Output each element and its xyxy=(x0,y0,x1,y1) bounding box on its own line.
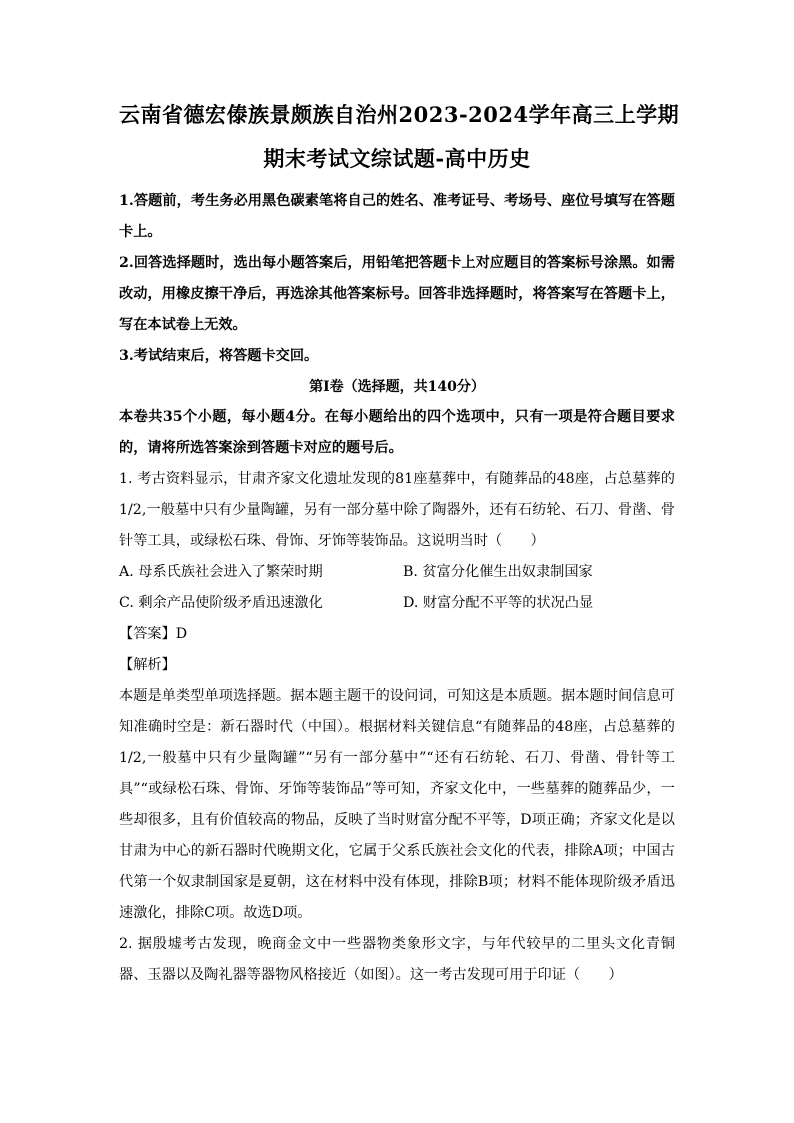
title-line-2: 期末考试文综试题-高中历史 xyxy=(263,146,531,171)
question-2-stem: 2. 据殷墟考古发现，晚商金文中一些器物类象形文字，与年代较早的二里头文化青铜器、玉器以及陶礼器等器物风格接近（如图）。这一考古发现可用于印证（ ） xyxy=(119,936,675,983)
question-1-stem: 1. 考古资料显示，甘肃齐家文化遗址发现的81座墓葬中，有随葬品的48座，占总墓葬的1/2,一般墓中只有少量陶罐，另有一部分墓中除了陶器外，还有石纺轮、石刀、骨凿、骨针等工具，或绿松石珠、骨饰、牙饰等装饰品。这说明当时（ ） xyxy=(119,471,675,549)
instruction-3: 3.考试结束后，将答题卡交回。 xyxy=(119,348,319,364)
option-c: C. 剩余产品使阶级矛盾迅速激化 xyxy=(119,595,323,611)
document-title xyxy=(119,96,680,178)
option-d: D. 财富分配不平等的状况凸显 xyxy=(403,595,594,611)
answer-line: 【答案】D xyxy=(119,626,188,642)
instruction-2: 2.回答选择题时，选出每小题答案后，用铅笔把答题卡上对应题目的答案标号涂黑。如需改动，用橡皮擦干净后，再选涂其他答案标号。回答非选择题时，将答案写在答题卡上，写在本试卷上无效。 xyxy=(119,255,675,333)
analysis-text: 本题是单类型单项选择题。据本题主题干的设问词，可知这是本质题。据本题时间信息可知准确时空是：新石器时代（中国）。根据材料关键信息“有随葬品的48座，占总墓葬的1/2,一般墓中只有少量陶罐”“另有一部分墓中”“还有石纺轮、石刀、骨凿、骨针等工具”“或绿松石珠、骨饰、牙饰等装饰品”等可知，齐家文化中，一些墓葬的随葬品少，一些却很多，且有价值较高的物品，反映了当时财富分配不平等，D项正确；齐家文化是以甘肃为中心的新石器时代晚期文化，它属于父系氏族社会文化的代表，排除A项；中国古代第一个奴隶制国家是夏朝，这在材料中没有体现，排除B项；材料不能体现阶级矛盾迅速激化，排除C项。故选D项。 xyxy=(119,688,675,921)
question-1 xyxy=(119,464,675,929)
analysis-label: 【解析】 xyxy=(119,657,176,673)
option-a: A. 母系氏族社会进入了繁荣时期 xyxy=(119,564,323,580)
question-2 xyxy=(119,929,675,991)
title-line-1: 云南省德宏傣族景颇族自治州2023-2024学年高三上学期 xyxy=(119,102,680,127)
instruction-1: 1.答题前，考生务必用黑色碳素笔将自己的姓名、准考证号、考场号、座位号填写在答题卡上。 xyxy=(119,193,675,240)
instructions xyxy=(119,186,675,372)
option-b: B. 贫富分化催生出奴隶制国家 xyxy=(403,564,593,580)
section-intro: 本卷共35个小题，每小题4分。在每小题给出的四个选项中，只有一项是符合题目要求的，请将所选答案涂到答题卡对应的题号后。 xyxy=(119,409,675,456)
question-1-options xyxy=(119,557,675,619)
section-heading: 第I卷（选择题，共140分） xyxy=(309,379,485,395)
